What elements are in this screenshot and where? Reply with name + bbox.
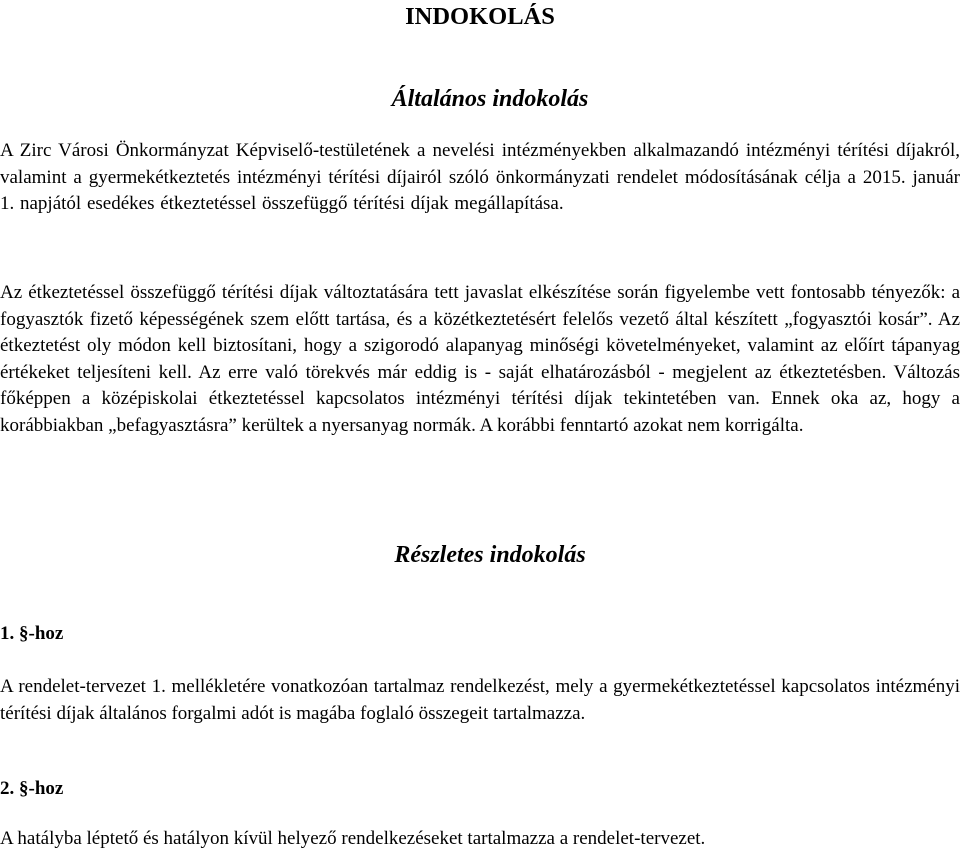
document-title: INDOKOLÁS — [405, 3, 555, 30]
section-1-text: A rendelet-tervezet 1. mellékletére vonatkozóan tartalmaz rendelkezést, mely a gyermekétkeztetéssel kapcsolatos intézményi térítési díjak általános forgalmi adót is magába foglaló összegeit tartalmazza. — [0, 676, 960, 724]
general-justification-heading: Általános indokolás — [391, 86, 589, 112]
general-paragraph-1: A Zirc Városi Önkormányzat Képviselő-testületének a nevelési intézményekben alkalmazandó intézményi térítési díjakról, valamint a gyermekétkeztetés intézményi térítési díjairól szóló önkormányzati rendelet módosításának célja a 2015. január 1. napjától esedékes étkeztetéssel összefüggő térítési díjak megállapítása. — [0, 140, 960, 214]
section-2-text: A hatályba léptető és hatályon kívül helyező rendelkezéseket tartalmazza a rendelet-tervezet. — [0, 828, 706, 849]
section-2-heading: 2. §-hoz — [0, 778, 64, 799]
detailed-justification-heading: Részletes indokolás — [394, 542, 586, 568]
section-1-heading: 1. §-hoz — [0, 623, 64, 644]
general-paragraph-2: Az étkeztetéssel összefüggő térítési díjak változtatására tett javaslat elkészítése során figyelembe vett fontosabb tényezők: a fogyasztók fizető képességének szem előtt tartása, és a közétkeztetésért felelős vezető által készített „fogyasztói kosár”. Az étkeztetést oly módon kell biztosítani, hogy a szigorodó alapanyag minőségi követelményeket, valamint az előírt tápanyag értékeket teljesíteni kell. Az erre való törekvés már eddig is - saját elhatározásból - megjelent az étkeztetésben. Változás főképpen a középiskolai étkeztetéssel kapcsolatos intézményi térítési díjak tekintetében van. Ennek oka az, hogy a korábbiakban „befagyasztásra” kerültek a nyersanyag normák. A korábbi fenntartó azokat nem korrigálta. — [0, 282, 960, 436]
